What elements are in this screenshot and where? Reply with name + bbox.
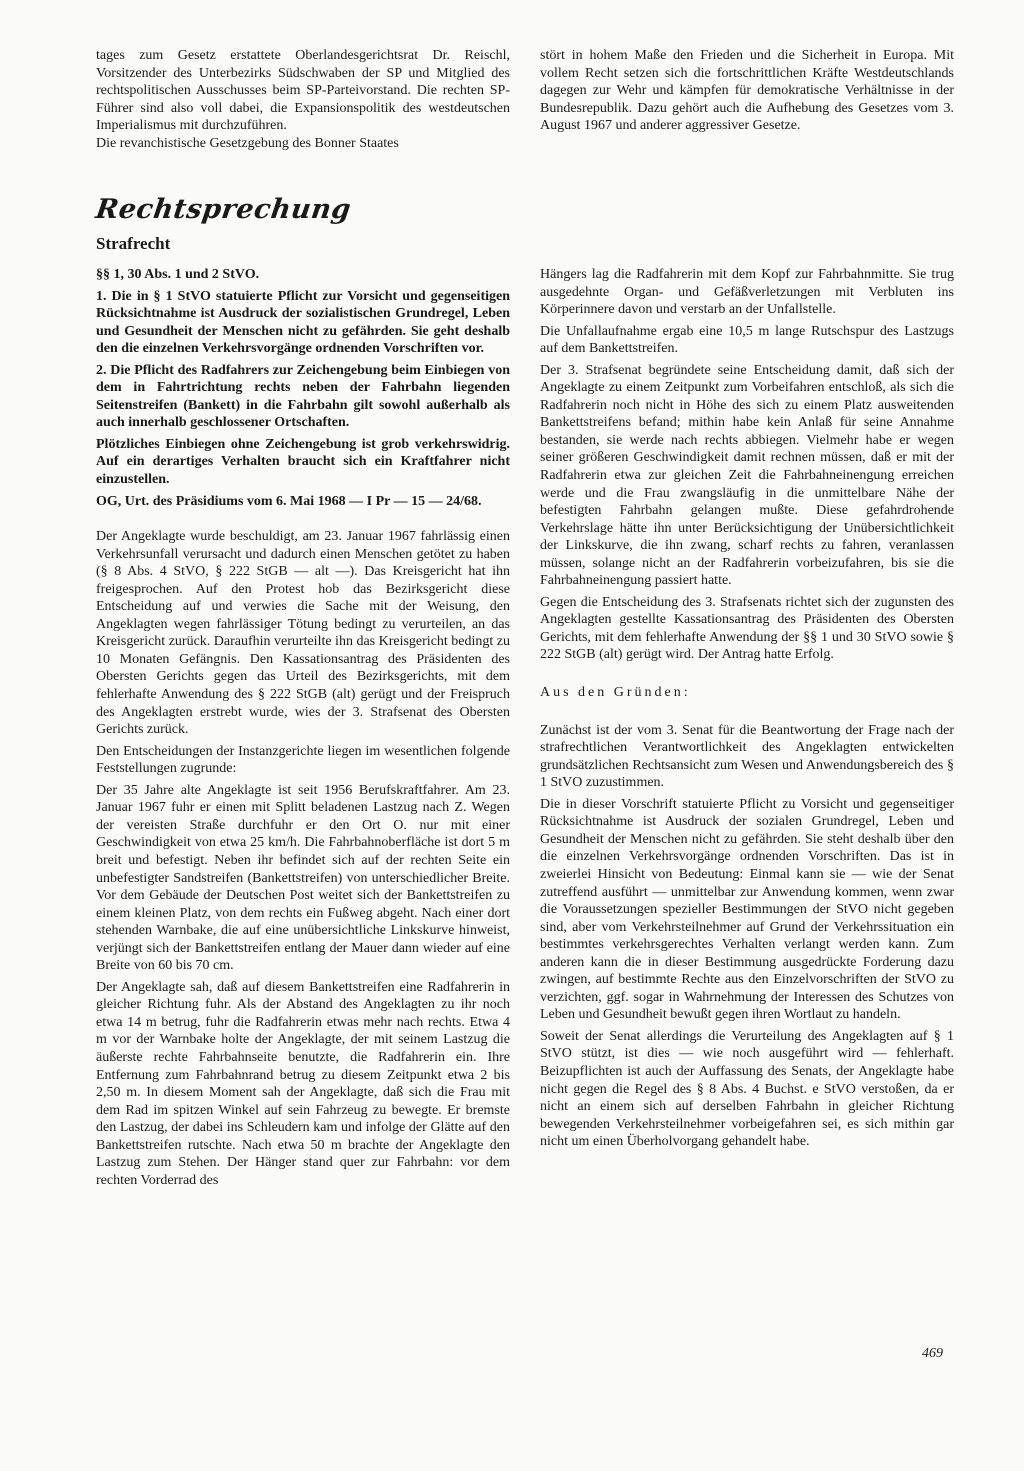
left-column [96,266,510,1189]
paragraph: Der Angeklagte sah, daß auf diesem Bankettstreifen eine Radfahrerin in gleicher Richtung fuhr. Als der Abstand des Angeklagten zu ihr noch etwa 14 m betrug, fuhr die Radfahrerin etwas mehr nach rechts. Etwa 4 m vor der Warnbake holte der Angeklagte, der mit seinem Lastzug die äußerste rechte Fahrbahnseite benutzte, die Radfahrerin ein. Ihre Entfernung zum Fahrbahnrand betrug zu diesem Zeitpunkt etwa 2 bis 2,50 m. In diesem Moment sah der Angeklagte, daß sich die Frau mit dem Rad im spitzen Winkel auf sein Fahrzeug zu bewegte. Er bremste den Lastzug, der dabei ins Schleudern kam und infolge der Glätte auf den Bankettstreifen rutschte. Nach etwa 50 m brachte der Angeklagte den Lastzug zum Stehen. Der Hänger stand quer zur Fahrbahn: vor dem rechten Vorderrad des [96,979,510,1188]
statute-reference: §§ 1, 30 Abs. 1 und 2 StVO. [96,267,260,282]
paragraph: Gegen die Entscheidung des 3. Strafsenats richtet sich der zugunsten des Angeklagten gestellte Kassationsantrag des Präsidenten des Obersten Gerichts, mit dem fehlerhafte Anwendung der §§ 1 und 30 StVO sowie § 222 StGB (alt) gerügt wird. Der Antrag hatte Erfolg. [540,594,954,663]
paragraph: Hängers lag die Radfahrerin mit dem Kopf zur Fahrbahnmitte. Sie trug ausgedehnte Organ- und Gefäßverletzungen mit Verbluten ins Körperinnere davon und verstarb an der Unfallstelle. [540,267,954,318]
paragraph: Die revanchistische Gesetzgebung des Bonner Staates [96,135,399,151]
paragraph: Der Angeklagte wurde beschuldigt, am 23. Januar 1967 fahrlässig einen Verkehrsunfall verursacht und dadurch einen Menschen getötet zu haben (§ 8 Abs. 4 StVO, § 222 StGB — alt —). Das Kreisgericht hat ihn freigesprochen. Auf den Protest hob das Bezirksgericht diese Entscheidung auf und verwies die Sache mit der Weisung, den Angeklagten wegen fahrlässiger Tötung bedingt zu verurteilen, an das Kreisgericht zurück. Daraufhin verurteilte ihn das Kreisgericht bedingt zu 10 Monaten Gefängnis. Den Kassationsantrag des Präsidenten des Obersten Gerichts gegen das Urteil des Bezirksgerichts, mit dem fehlerhafte Anwendung des § 222 StGB (alt) gerügt und der Freispruch des Angeklagten erstrebt wurde, wies der 3. Strafsenat des Obersten Gerichts zurück. [96,529,511,738]
paragraph: stört in hohem Maße den Frieden und die Sicherheit in Europa. Mit vollem Recht setzen sich die fortschrittlichen Kräfte Westdeutschlands dagegen zur Wehr und kämpfen für demokratische Verhältnisse in der Bundesrepublik. Dazu gehört auch die Aufhebung des Gesetzes vom 3. August 1967 und anderer aggressiver Gesetze. [540,48,954,134]
right-column [540,266,954,1151]
headnote-2: 2. Die Pflicht des Radfahrers zur Zeichengebung beim Einbiegen von dem in Fahrtrichtung rechts neben der Fahrbahn liegenden Seitenstreifen (Bankett) in die Fahrbahn gilt sowohl außerhalb als auch innerhalb geschlossener Ortschaften. [96,362,510,431]
top-right-column [540,47,954,135]
headnote-3: Plötzliches Einbiegen ohne Zeichengebung ist grob verkehrswidrig. Auf ein derartiges Verhalten braucht sich ein Kraftfahrer nicht einzustellen. [96,436,510,488]
subsection-title: Strafrecht [96,234,171,253]
paragraph: tages zum Gesetz erstattete Oberlandesgerichtsrat Dr. Reischl, Vorsitzender des Unterbezirks Südschwaben der SP und Mitglied des rechtspolitischen Ausschusses beim SP-Parteivorstand. Die rechten SP-Führer sind also voll dabei, die Expansionspolitik des westdeutschen Imperialismus mit durchzuführen. [96,48,510,134]
paragraph: Die Unfallaufnahme ergab eine 10,5 m lange Rutschspur des Lastzugs auf dem Bankettstreifen. [540,323,954,357]
paragraph: Zunächst ist der vom 3. Senat für die Beantwortung der Frage nach der strafrechtlichen Verantwortlichkeit des Angeklagten entwickelten grundsätzlichen Rechtsansicht zum Wesen und Anwendungsbereich des § 1 StVO zuzustimmen. [540,722,954,791]
decision-citation: OG, Urt. des Präsidiums vom 6. Mai 1968 — I Pr — 15 — 24/68. [96,493,482,509]
paragraph: Den Entscheidungen der Instanzgerichte liegen im wesentlichen folgende Feststellungen zugrunde: [96,743,510,777]
paragraph: Soweit der Senat allerdings die Verurteilung des Angeklagten auf § 1 StVO stützt, ist dies — wie noch ausgeführt wird — fehlerhaft. Beizupflichten ist auch der Auffassung des Senats, der Angeklagte habe nicht gegen die Regel des § 8 Abs. 4 Buchst. e StVO verstoßen, da er nicht an einem sich auf derselben Fahrbahn in gleicher Richtung bewegenden Verkehrsteilnehmer vorbeigefahren sei, es sich mithin gar nicht um einen Überholvorgang gehandelt habe. [540,1028,954,1150]
paragraph: Der 3. Strafsenat begründete seine Entscheidung damit, daß sich der Angeklagte zu einem Zeitpunkt zum Vorbeifahren entschloß, als sich die Radfahrerin noch nicht in Höhe des sich zu einem Platz ausweitenden Bankettstreifens befand; mithin habe kein Anlaß für seine Annahme bestanden, sie werde nach rechts abbiegen. Vielmehr habe er wegen seiner größeren Geschwindigkeit damit rechnen müssen, daß er mit der Radfahrerin etwa zur gleichen Zeit die Fahrbahneinengung erreichen werde und die Frau zwangsläufig in die unmittelbare Nähe der befestigten Fahrbahn gelangen mußte. Diese gefahrdrohende Verkehrslage hätte ihn unter Berücksichtigung der Unübersichtlichkeit der Linkskurve, die ihn zwang, scharf rechts zu fahren, veranlassen müssen, solange nicht an der Radfahrerin vorbeizufahren, bis sie die Fahrbahneinengung passiert hatte. [540,362,954,589]
page-number: 469 [922,1346,943,1361]
paragraph: Der 35 Jahre alte Angeklagte ist seit 1956 Berufskraftfahrer. Am 23. Januar 1967 fuhr er einen mit Splitt beladenen Lastzug nach Z. Wegen der vereisten Straße durchfuhr er den Ort O. nur mit einer Geschwindigkeit von etwa 25 km/h. Die Fahrbahnoberfläche ist dort 5 m breit und befestigt. Neben ihr befindet sich auf der rechten Seite ein unbefestigter Sandstreifen (Bankettstreifen) von unterschiedlicher Breite. Vor dem Gebäude der Deutschen Post weitet sich der Bankettstreifen zu einem kleinen Platz, von dem rechts ein Fußweg abgeht. Nach einer dort stehenden Warnbake, die auf eine unübersichtliche Linkskurve hinweist, verjüngt sich der Bankettstreifen entlang der Mauer dann wieder auf eine Breite von 60 bis 70 cm. [96,782,510,974]
gruende-heading: Aus den Gründen: [540,685,691,701]
paragraph: Die in dieser Vorschrift statuierte Pflicht zu Vorsicht und gegenseitiger Rücksichtnahme ist Ausdruck der sozialen Grundregel, Leben und Gesundheit der Menschen nicht zu gefährden. Sie steht deshalb über den die einzelnen Verkehrsvorgänge ordnenden Vorschriften. Das ist in zweierlei Hinsicht von Bedeutung: Einmal kann sie — wie der Senat zutreffend ausführt — unmittelbar zur Anwendung kommen, wenn zwar die Voraussetzungen spezieller Bestimmungen der StVO nicht gegeben sind, aber vom Verkehrsteilnehmer auf Grund der Verkehrssituation ein bestimmtes verkehrsgerechtes Verhalten verlangt werden kann. Zum anderen kann die in dieser Bestimmung ausgedrückte Forderung dazu zwingen, auf bestimmte Rechte aus den Einzelvorschriften der StVO zu verzichten, ggf. sogar in Wahrnehmung der Interessen des Schutzes von Leben und Gesundheit bewußt gegen ihren Wortlaut zu handeln. [540,796,954,1023]
section-title: Rechtsprechung [93,194,354,225]
top-left-column [96,47,510,152]
headnote-1: 1. Die in § 1 StVO statuierte Pflicht zur Vorsicht und gegenseitigen Rücksichtnahme ist Ausdruck der sozialistischen Grundregel, Leben und Gesundheit der Menschen nicht zu gefährden. Sie geht deshalb den die einzelnen Verkehrsvorgänge ordnenden Vorschriften vor. [96,288,510,357]
